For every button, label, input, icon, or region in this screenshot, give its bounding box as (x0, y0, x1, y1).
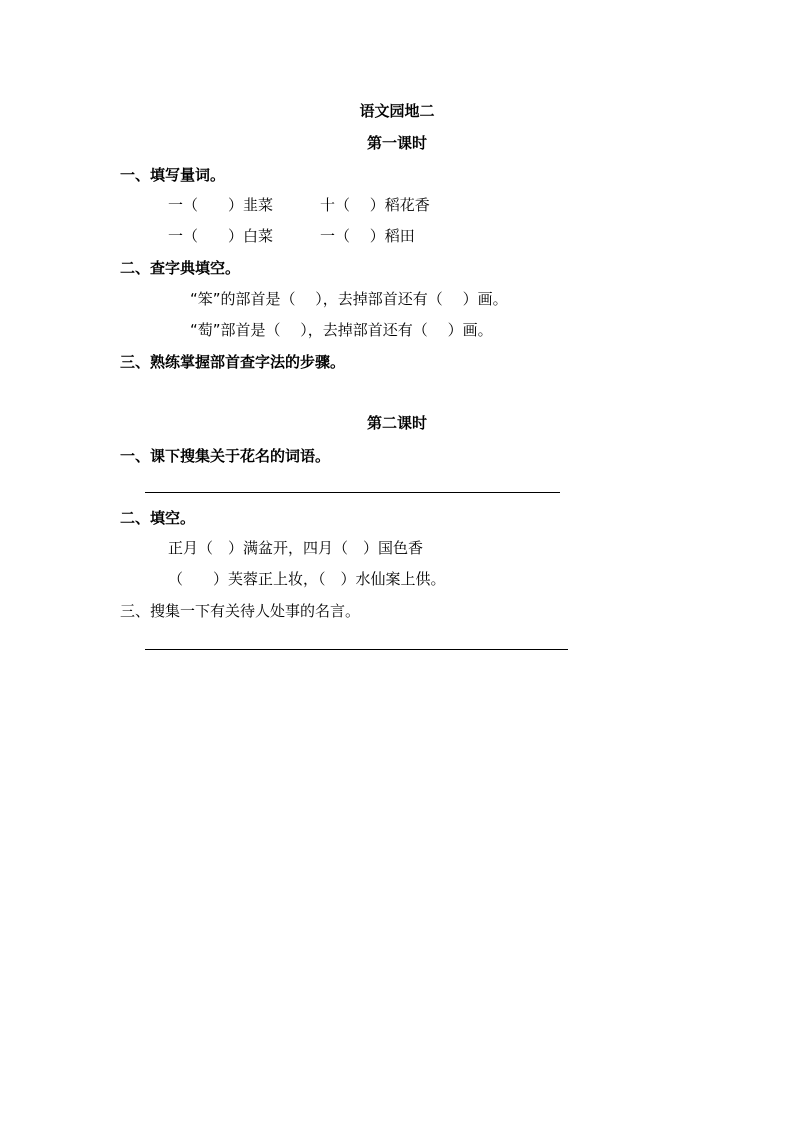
document-title: 语文园地二 (359, 102, 435, 120)
answer-line-1 (145, 492, 560, 493)
lesson2-question1-title: 一、课下搜集关于花名的词语。 (120, 447, 331, 465)
lesson1-question2-title: 二、查字典填空。 (120, 259, 241, 277)
lesson1-question1-title: 一、填写量词。 (120, 166, 226, 184)
answer-line-2 (145, 649, 568, 650)
measure-word-blank-jiucai: 一（ ）韭菜 (168, 196, 274, 214)
fill-blank-line-2: （ ）芙蓉正上妆，（ ）水仙案上供。 (168, 570, 446, 588)
lesson2-question3-title: 三、搜集一下有关待人处事的名言。 (120, 602, 361, 620)
measure-word-blank-daohuaxiang: 十（ ）稻花香 (320, 196, 430, 214)
lesson1-question3-title: 三、熟练掌握部首查字法的步骤。 (120, 353, 346, 371)
dictionary-blank-line-2: “萄”部首是（ ），去掉部首还有（ ）画。 (190, 321, 493, 339)
lesson2-question2-title: 二、填空。 (120, 509, 196, 527)
lesson1-heading: 第一课时 (366, 134, 427, 152)
fill-blank-line-1: 正月（ ）满盆开，四月（ ）国色香 (168, 539, 424, 557)
dictionary-blank-line-1: “笨”的部首是（ ），去掉部首还有（ ）画。 (190, 290, 508, 308)
lesson2-heading: 第二课时 (366, 414, 427, 432)
measure-word-blank-daotian: 一（ ）稻田 (320, 227, 415, 245)
measure-word-blank-baicai: 一（ ）白菜 (168, 227, 274, 245)
